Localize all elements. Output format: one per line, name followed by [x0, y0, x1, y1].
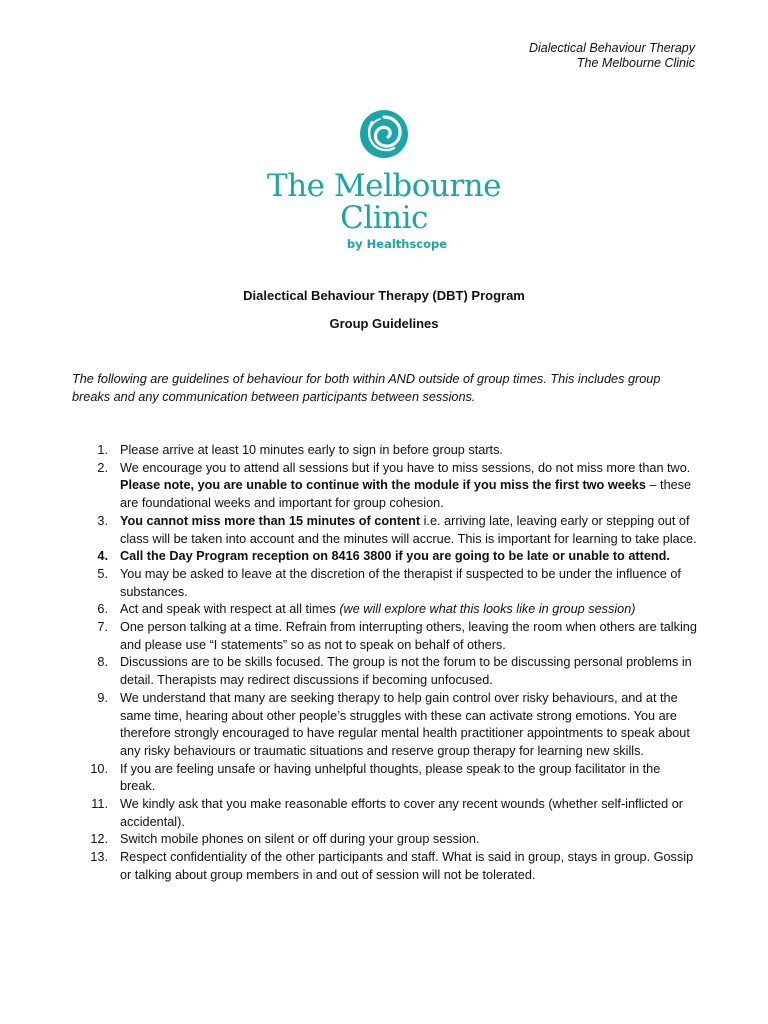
list-item-text: Please arrive at least 10 minutes early to sign in before group starts. [120, 443, 503, 457]
list-item-text: Please note, you are unable to continue with the module if you miss the first two weeks [120, 478, 646, 493]
intro-paragraph: The following are guidelines of behaviour for both within AND outside of group times. This includes group breaks and any communication between participants between sessions. [72, 372, 661, 404]
list-item-text: i.e. arriving late, leaving early or stepping out of class will be taken into account and the minutes will accrue. This is important for learning to take place. [120, 513, 697, 546]
list-item-number: 8. [97, 655, 108, 670]
list-item-number: 5. [97, 566, 108, 581]
list-item [72, 442, 698, 460]
list-item-text: Respect confidentiality of the other participants and staff. What is said in group, stays in group. Gossip or talking about group members in and out of session will not be tolerated. [120, 850, 694, 882]
list-item-text: Call the Day Program reception on 8416 3800 if you are going to be late or unable to attend. [120, 549, 670, 564]
list-item-text: (we will explore what this looks like in group session) [339, 602, 636, 617]
list-item [72, 548, 698, 566]
list-item-number: 10. [90, 761, 108, 776]
list-item [72, 654, 698, 689]
list-item [72, 761, 698, 796]
list-item-text: We understand that many are seeking therapy to help gain control over risky behaviours, and at the same time, hearing about other people’s struggles with these can activate strong emotions. You are therefore strongly encouraged to have regular mental health practitioner appointments to speak about any risky behaviours or traumatic situations and reserve group therapy for learning new skills. [120, 690, 690, 758]
list-item [72, 690, 698, 761]
list-item [72, 619, 698, 654]
list-item-text: One person talking at a time. Refrain from interrupting others, leaving the room when others are talking and please use “I statements” so as not to speak on behalf of others. [120, 620, 697, 652]
logo-name-line1: The Melbourne [267, 168, 501, 204]
guidelines-list [72, 442, 698, 885]
list-item-number: 7. [97, 620, 108, 635]
header-line-title: Dialectical Behaviour Therapy [528, 41, 695, 55]
list-item-number: 12. [90, 832, 108, 847]
document-header [529, 41, 695, 71]
list-item-number: 1. [97, 443, 108, 457]
list-item [72, 601, 698, 619]
list-item-text: If you are feeling unsafe or having unhelpful thoughts, please speak to the group facilitator in the break. [120, 761, 661, 794]
list-item-text: We encourage you to attend all sessions but if you have to miss sessions, do not miss more than two. [120, 460, 691, 475]
guidelines-title: Group Guidelines [329, 316, 439, 331]
list-item-text: You may be asked to leave at the discretion of the therapist if suspected to be under the influence of substances. [120, 566, 681, 599]
logo-name-line2: Clinic [340, 200, 428, 236]
logo-byline: by Healthscope [346, 237, 448, 251]
header-line-clinic: The Melbourne Clinic [576, 56, 695, 70]
list-item-number: 2. [97, 460, 108, 475]
list-item [72, 831, 698, 849]
clinic-logo [0, 108, 768, 251]
list-item-number: 4. [97, 549, 108, 564]
list-item-number: 3. [97, 513, 108, 528]
list-item-text: – these are foundational weeks and important for group cohesion. [120, 478, 692, 511]
list-item-text: Switch mobile phones on silent or off during your group session. [120, 832, 480, 847]
list-item [72, 849, 698, 884]
list-item [72, 566, 698, 601]
list-item-number: 6. [97, 602, 108, 617]
list-item-text: Act and speak with respect at all times [120, 602, 340, 617]
list-item [72, 460, 698, 513]
list-item-text: Discussions are to be skills focused. The group is not the forum to be discussing personal problems in detail. Therapists may redirect discussions if becoming unfocused. [120, 655, 692, 688]
list-item-number: 11. [91, 797, 108, 812]
list-item-text: You cannot miss more than 15 minutes of content [120, 513, 421, 528]
spiral-emblem-icon [358, 108, 410, 160]
list-item-number: 9. [97, 690, 108, 705]
list-item [72, 513, 698, 548]
list-item [72, 796, 698, 831]
program-title: Dialectical Behaviour Therapy (DBT) Program [243, 288, 525, 303]
list-item-number: 13. [90, 850, 108, 865]
list-item-text: We kindly ask that you make reasonable efforts to cover any recent wounds (whether self-inflicted or accidental). [120, 797, 683, 829]
